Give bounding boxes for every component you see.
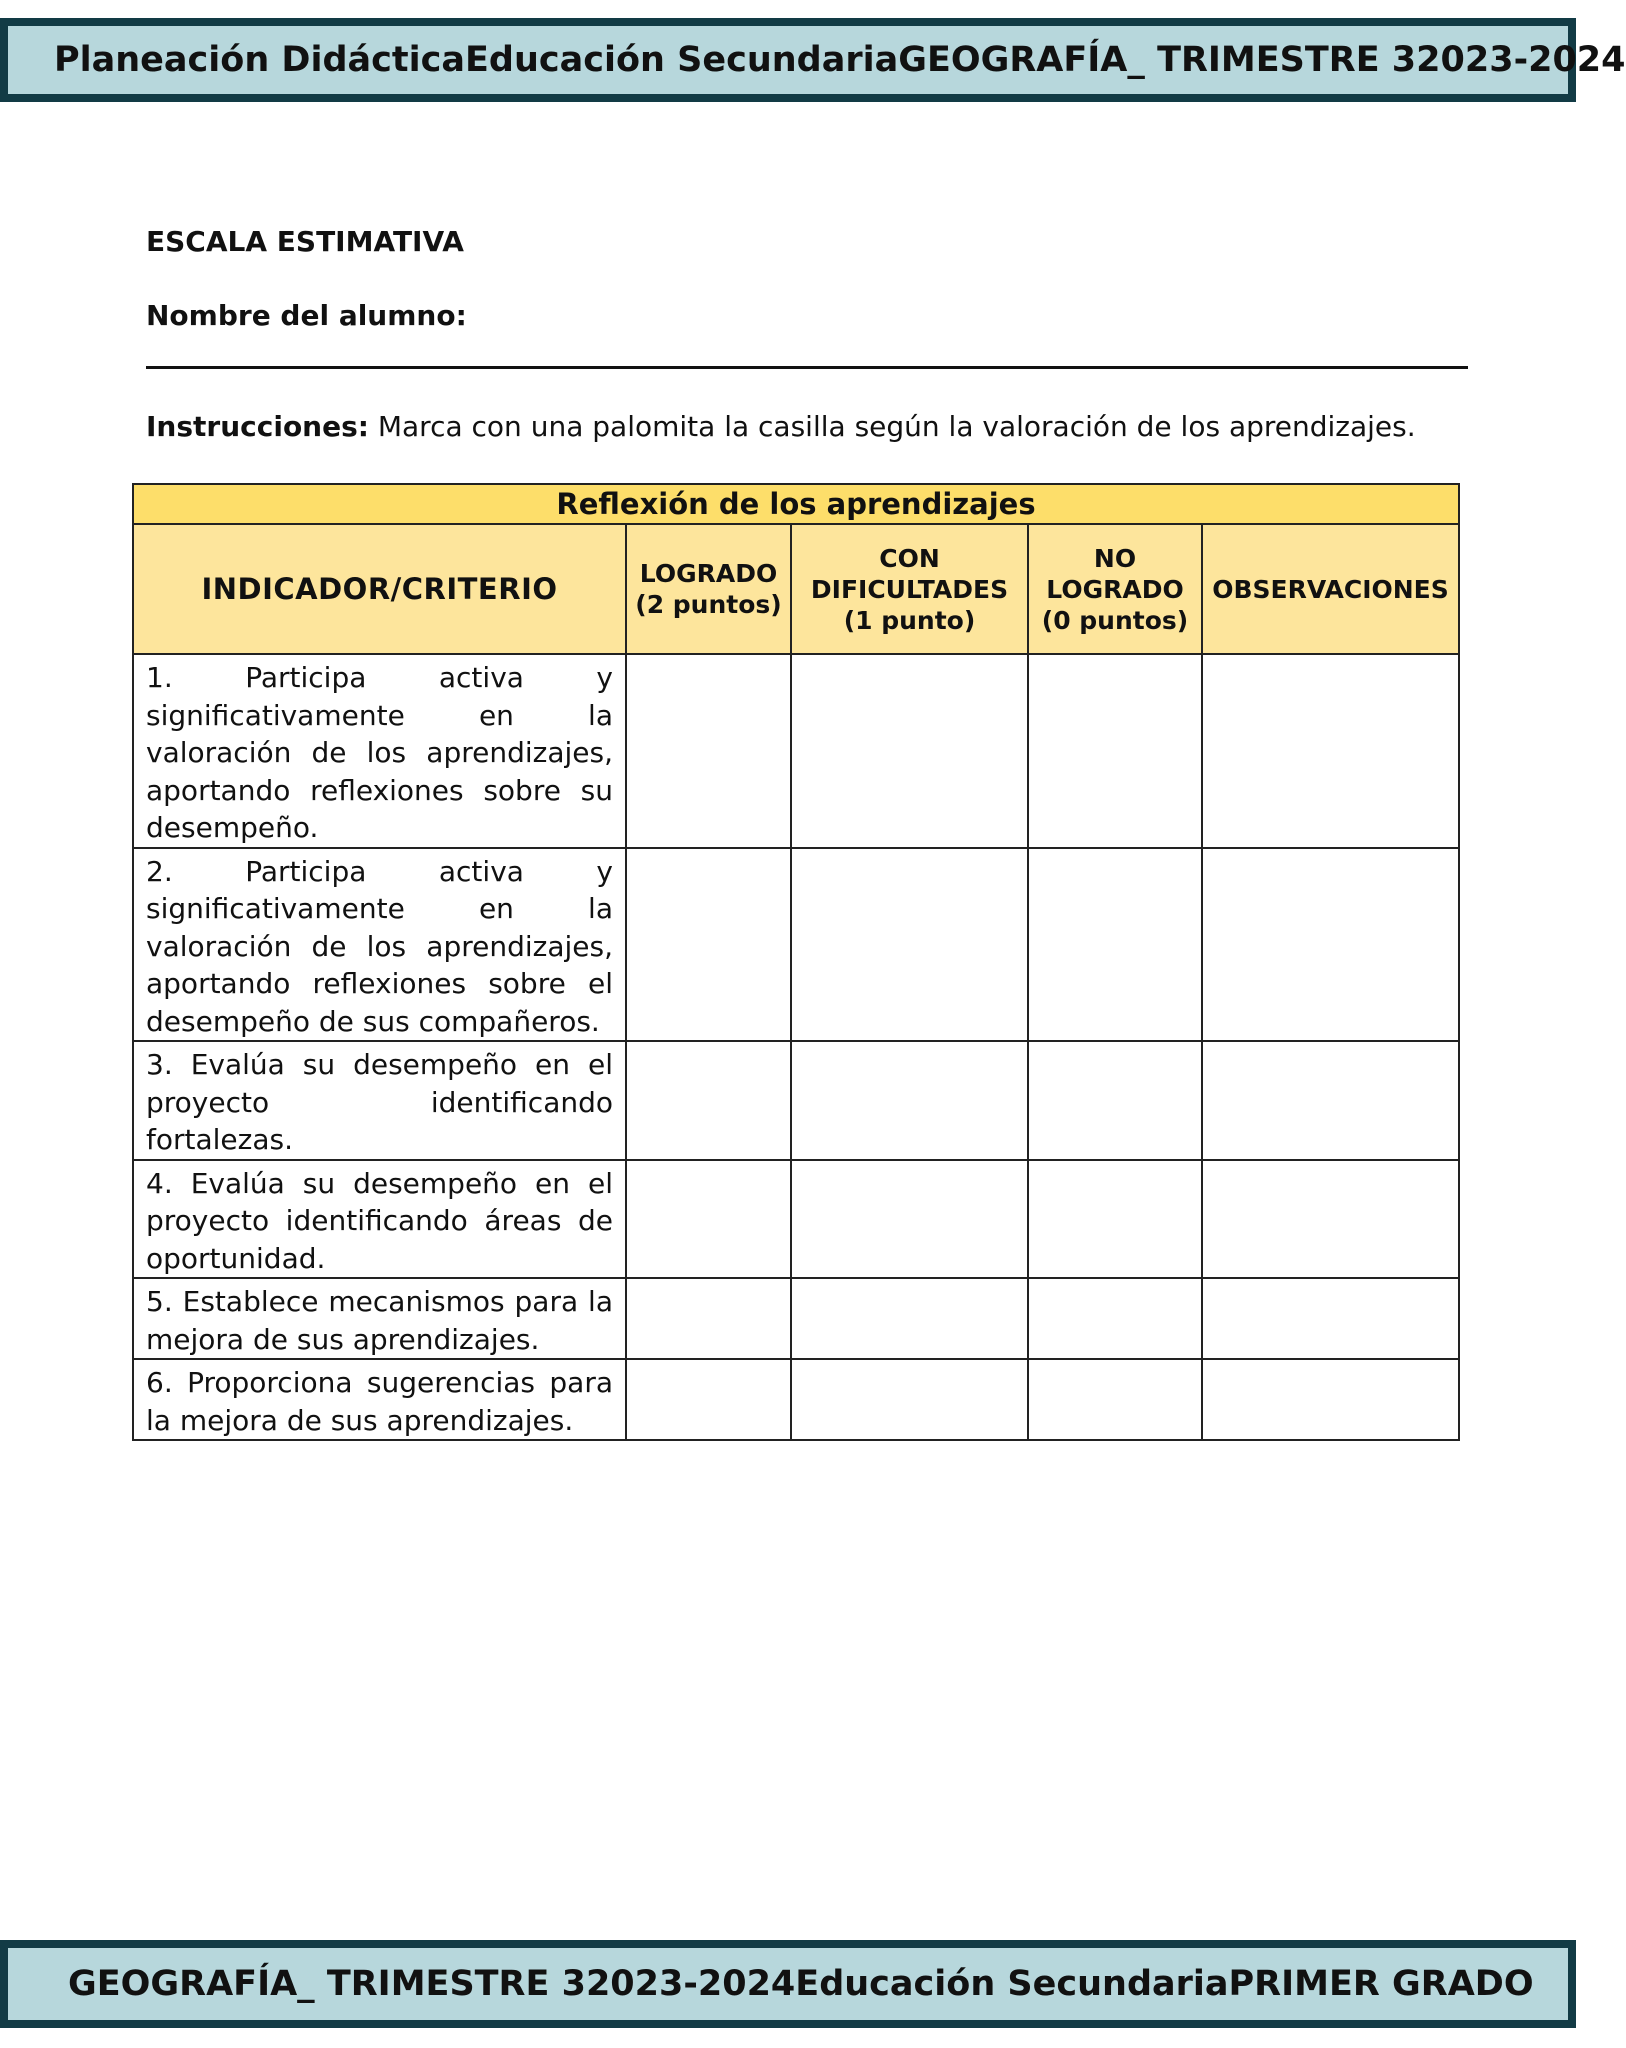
column-header-difficulties-line2: DIFICULTADES xyxy=(810,574,1009,604)
achieved-cell[interactable] xyxy=(626,1359,791,1440)
achieved-cell[interactable] xyxy=(626,848,791,1042)
table-row xyxy=(133,848,1459,1042)
not-achieved-cell[interactable] xyxy=(1028,1278,1202,1359)
column-header-observations: OBSERVACIONES xyxy=(1202,524,1459,654)
column-header-difficulties-line1: CON xyxy=(879,543,940,573)
student-name-label: Nombre del alumno: xyxy=(146,299,467,332)
observations-cell[interactable] xyxy=(1202,848,1459,1042)
header-year: 2023-2024 xyxy=(1416,40,1626,80)
column-header-difficulties-line3: (1 punto) xyxy=(843,605,976,635)
page-footer-banner xyxy=(0,1940,1576,2028)
criterion-text: 3. Evalúa su desempeño en el proyecto identificando fortalezas. xyxy=(133,1041,626,1160)
column-header-achieved xyxy=(626,524,791,654)
column-header-not-achieved xyxy=(1028,524,1202,654)
column-header-achieved-line2: (2 puntos) xyxy=(635,590,782,619)
header-subject: GEOGRAFÍA_ TRIMESTRE 3 xyxy=(898,40,1417,80)
instructions xyxy=(146,410,1416,443)
footer-subject: GEOGRAFÍA_ TRIMESTRE 3 xyxy=(68,1964,586,2004)
not-achieved-cell[interactable] xyxy=(1028,848,1202,1042)
instructions-text: Marca con una palomita la casilla según la valoración de los aprendizajes. xyxy=(368,410,1416,443)
footer-level: Educación Secundaria xyxy=(795,1964,1229,2004)
footer-year: 2023-2024 xyxy=(585,1964,796,2004)
achieved-cell[interactable] xyxy=(626,1278,791,1359)
not-achieved-cell[interactable] xyxy=(1028,1359,1202,1440)
achieved-cell[interactable] xyxy=(626,1041,791,1160)
achieved-cell[interactable] xyxy=(626,1160,791,1279)
observations-cell[interactable] xyxy=(1202,654,1459,848)
student-name-line xyxy=(146,366,1468,369)
criterion-text: 6. Proporciona sugerencias para la mejora de sus aprendizajes. xyxy=(133,1359,626,1440)
column-header-not-achieved-line3: (0 puntos) xyxy=(1041,605,1189,635)
page-header-banner xyxy=(0,18,1626,102)
difficulties-cell[interactable] xyxy=(791,848,1028,1042)
table-row xyxy=(133,1359,1459,1440)
table-row xyxy=(133,654,1459,848)
table-title: Reflexión de los aprendizajes xyxy=(133,484,1459,524)
table-row xyxy=(133,1160,1459,1279)
instructions-label: Instrucciones: xyxy=(146,410,369,443)
observations-cell[interactable] xyxy=(1202,1359,1459,1440)
table-row xyxy=(133,1278,1459,1359)
difficulties-cell[interactable] xyxy=(791,1160,1028,1279)
header-level: Educación Secundaria xyxy=(465,40,899,80)
criterion-text: 5. Establece mecanismos para la mejora de sus aprendizajes. xyxy=(133,1278,626,1359)
achieved-cell[interactable] xyxy=(626,654,791,848)
not-achieved-cell[interactable] xyxy=(1028,1041,1202,1160)
column-header-not-achieved-line1: NO xyxy=(1093,543,1137,573)
column-header-criterion: INDICADOR/CRITERIO xyxy=(133,524,626,654)
criterion-text: 2. Participa activa y significativamente en la valoración de los aprendizajes, aportando reflexiones sobre el desempeño de sus compañeros. xyxy=(133,848,626,1042)
not-achieved-cell[interactable] xyxy=(1028,654,1202,848)
column-header-difficulties xyxy=(791,524,1028,654)
difficulties-cell[interactable] xyxy=(791,1359,1028,1440)
difficulties-cell[interactable] xyxy=(791,654,1028,848)
header-planning: Planeación Didáctica xyxy=(54,40,465,80)
difficulties-cell[interactable] xyxy=(791,1278,1028,1359)
column-header-not-achieved-line2: LOGRADO xyxy=(1046,574,1184,604)
criterion-text: 4. Evalúa su desempeño en el proyecto identificando áreas de oportunidad. xyxy=(133,1160,626,1279)
criterion-text: 1. Participa activa y significativamente en la valoración de los aprendizajes, aportando reflexiones sobre su desempeño. xyxy=(133,654,626,848)
footer-grade: PRIMER GRADO xyxy=(1228,1964,1534,2004)
document-title: ESCALA ESTIMATIVA xyxy=(146,225,464,258)
table-row xyxy=(133,1041,1459,1160)
observations-cell[interactable] xyxy=(1202,1278,1459,1359)
observations-cell[interactable] xyxy=(1202,1160,1459,1279)
difficulties-cell[interactable] xyxy=(791,1041,1028,1160)
observations-cell[interactable] xyxy=(1202,1041,1459,1160)
evaluation-table xyxy=(132,483,1460,1441)
column-header-achieved-line1: LOGRADO xyxy=(639,559,778,588)
not-achieved-cell[interactable] xyxy=(1028,1160,1202,1279)
